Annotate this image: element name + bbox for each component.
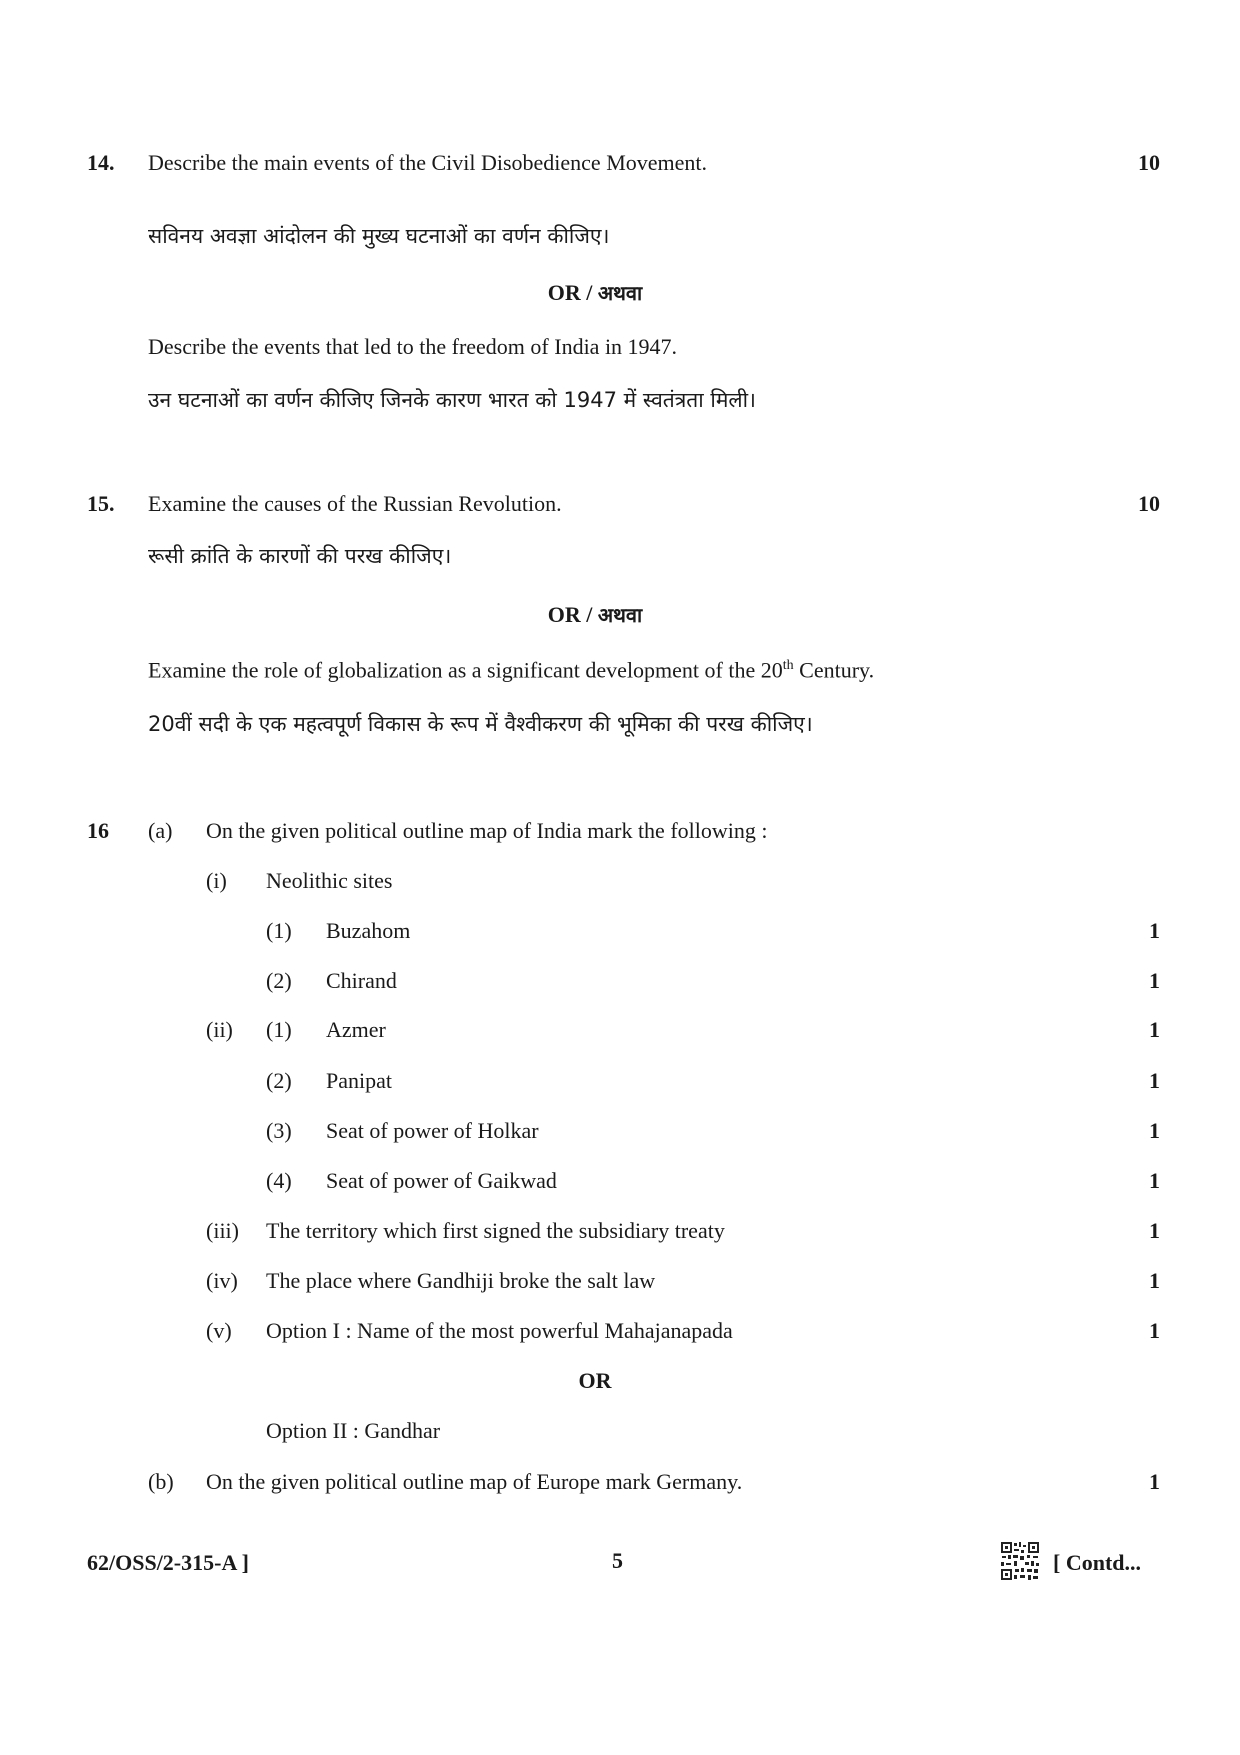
item-number: (2) <box>266 1068 292 1093</box>
or-separator <box>0 282 1190 304</box>
or-separator <box>0 604 1190 626</box>
alternative-question-text-hindi: उन घटनाओं का वर्णन कीजिए जिनके कारण भारत को 1947 में स्वतंत्रता मिली। <box>148 388 757 412</box>
question-marks: 10 <box>1138 150 1160 175</box>
item-marks: 1 <box>1149 1017 1160 1042</box>
question-text: Describe the main events of the Civil Disobedience Movement. <box>148 150 708 175</box>
subpart-text: The place where Gandhiji broke the salt law <box>266 1268 656 1293</box>
question-text-hindi: सविनय अवज्ञा आंदोलन की मुख्य घटनाओं का वर्णन कीजिए। <box>148 224 610 248</box>
subpart-option-text: Option II : Gandhar <box>266 1418 441 1443</box>
part-label: (b) <box>148 1469 174 1494</box>
or-label: OR / <box>547 602 598 627</box>
item-number: (4) <box>266 1168 292 1193</box>
item-text: Panipat <box>326 1068 392 1093</box>
question-number: 14. <box>87 150 115 175</box>
subpart-marks: 1 <box>1149 1218 1160 1243</box>
question-text-hindi: रूसी क्रांति के कारणों की परख कीजिए। <box>148 544 452 568</box>
item-text: Seat of power of Gaikwad <box>326 1168 557 1193</box>
text-part: Century. <box>793 657 875 683</box>
item-marks: 1 <box>1149 1168 1160 1193</box>
alternative-question-text <box>148 659 874 681</box>
item-marks: 1 <box>1149 1118 1160 1143</box>
item-number: (1) <box>266 918 292 943</box>
subpart-label: (i) <box>206 868 227 893</box>
subpart-label: (v) <box>206 1318 232 1343</box>
item-text: Chirand <box>326 968 397 993</box>
item-number: (3) <box>266 1118 292 1143</box>
subpart-label: (iv) <box>206 1268 238 1293</box>
or-label: OR / <box>547 280 598 305</box>
item-marks: 1 <box>1149 1068 1160 1093</box>
part-marks: 1 <box>1149 1469 1160 1494</box>
alternative-question-text: Describe the events that led to the freedom of India in 1947. <box>148 334 678 359</box>
superscript: th <box>782 658 794 673</box>
question-text: Examine the causes of the Russian Revolution. <box>148 491 562 516</box>
paper-code: 62/OSS/2-315-A ] <box>87 1550 249 1575</box>
item-number: (2) <box>266 968 292 993</box>
item-text: Azmer <box>326 1017 386 1042</box>
item-number: (1) <box>266 1017 292 1042</box>
or-label-hindi: अथवा <box>597 281 643 305</box>
question-number: 16 <box>87 818 109 843</box>
subpart-text: Option I : Name of the most powerful Mahajanapada <box>266 1318 733 1343</box>
part-text: On the given political outline map of India mark the following : <box>206 818 768 843</box>
part-text: On the given political outline map of Europe mark Germany. <box>206 1469 743 1494</box>
question-number: 15. <box>87 491 115 516</box>
item-marks: 1 <box>1149 918 1160 943</box>
item-text: Seat of power of Holkar <box>326 1118 539 1143</box>
text-part: Examine the role of globalization as a significant development of the 20 <box>148 657 783 683</box>
item-text: Buzahom <box>326 918 411 943</box>
subpart-label: (iii) <box>206 1218 239 1243</box>
item-marks: 1 <box>1149 968 1160 993</box>
alternative-question-text-hindi: 20वीं सदी के एक महत्वपूर्ण विकास के रूप में वैश्वीकरण की भूमिका की परख कीजिए। <box>148 712 813 736</box>
or-separator: OR <box>578 1368 612 1393</box>
question-marks: 10 <box>1138 491 1160 516</box>
continued-label: [ Contd... <box>1053 1550 1142 1575</box>
subpart-marks: 1 <box>1149 1318 1160 1343</box>
qr-code-icon <box>1000 1541 1040 1581</box>
or-label-hindi: अथवा <box>597 603 643 627</box>
subpart-text: The territory which first signed the subsidiary treaty <box>266 1218 725 1243</box>
part-label: (a) <box>148 818 173 843</box>
page-number: 5 <box>612 1548 623 1573</box>
subpart-label: (ii) <box>206 1017 233 1042</box>
subpart-marks: 1 <box>1149 1268 1160 1293</box>
subpart-text: Neolithic sites <box>266 868 393 893</box>
